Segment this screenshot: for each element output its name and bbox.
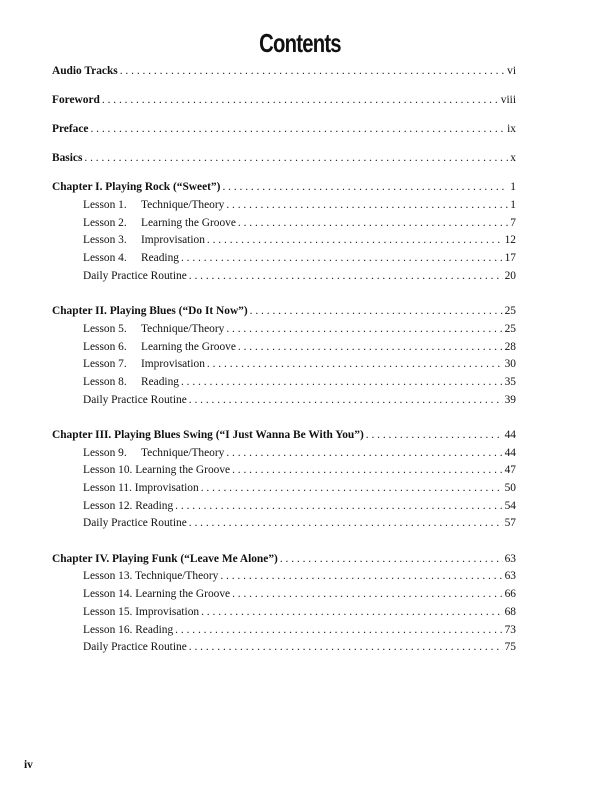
toc-lesson-entry bbox=[52, 515, 516, 533]
toc-entry-label bbox=[52, 427, 364, 445]
lesson-number: Lesson 5. bbox=[83, 322, 127, 335]
dot-leader bbox=[189, 639, 503, 657]
toc-entry-text: Daily Practice Routine bbox=[83, 269, 187, 282]
dot-leader bbox=[102, 92, 499, 110]
toc-page-number: 30 bbox=[504, 358, 516, 371]
dot-leader bbox=[226, 197, 508, 215]
lesson-number: Lesson 9. bbox=[83, 446, 127, 459]
toc-entry-text: Learning the Groove bbox=[141, 216, 236, 229]
toc-lesson-entry bbox=[52, 480, 516, 498]
toc-entry-text: Chapter IV. Playing Funk (“Leave Me Alone”) bbox=[52, 552, 278, 565]
toc-entry-label bbox=[83, 604, 199, 622]
lesson-number: Lesson 1. bbox=[83, 199, 127, 211]
toc-chapter-entry bbox=[52, 303, 516, 321]
lesson-number: Lesson 2. bbox=[83, 216, 127, 229]
dot-leader bbox=[120, 63, 505, 81]
toc-page-number: 17 bbox=[504, 252, 516, 265]
toc-lesson-entry bbox=[52, 356, 516, 374]
toc-entry-text: Lesson 13. Technique/Theory bbox=[83, 570, 219, 583]
toc-entry-text: Basics bbox=[52, 152, 83, 165]
toc-lesson-entry bbox=[52, 622, 516, 640]
toc-entry-text: Improvisation bbox=[141, 234, 205, 247]
toc-front-entry bbox=[52, 121, 516, 139]
toc-entry-label bbox=[83, 586, 230, 604]
toc-page-number: vi bbox=[507, 65, 516, 77]
toc-entry-text: Foreword bbox=[52, 94, 100, 107]
spacer bbox=[52, 139, 516, 150]
toc-entry-label bbox=[52, 150, 82, 168]
toc-page-number: 7 bbox=[510, 216, 516, 229]
toc-lesson-entry bbox=[52, 568, 516, 586]
toc-lesson-entry bbox=[52, 498, 516, 516]
toc-entry-text: Improvisation bbox=[141, 358, 205, 371]
toc-chapter-entry bbox=[52, 551, 516, 569]
toc-page-number: 47 bbox=[504, 464, 516, 477]
page-title: Contents bbox=[259, 28, 341, 58]
toc-entry-label bbox=[52, 92, 100, 110]
toc-entry-label bbox=[83, 392, 187, 410]
dot-leader bbox=[201, 604, 503, 622]
toc-front-entry bbox=[52, 63, 516, 81]
toc-entry-text: Chapter I. Playing Rock (“Sweet”) bbox=[52, 181, 221, 194]
spacer bbox=[52, 533, 516, 551]
toc-entry-text: Reading bbox=[141, 252, 179, 265]
lesson-number: Lesson 6. bbox=[83, 340, 127, 353]
toc-page-number: 75 bbox=[504, 641, 516, 654]
toc-entry-text: Audio Tracks bbox=[52, 65, 118, 77]
toc-page-number: 1 bbox=[510, 199, 516, 211]
dot-leader bbox=[226, 321, 502, 339]
toc-entry-label bbox=[83, 445, 224, 463]
toc-lesson-entry bbox=[52, 232, 516, 250]
dot-leader bbox=[226, 445, 502, 463]
toc-page-number: 39 bbox=[504, 393, 516, 406]
toc-entry-label bbox=[83, 215, 236, 233]
dot-leader bbox=[232, 586, 503, 604]
dot-leader bbox=[232, 462, 503, 480]
page-number: iv bbox=[24, 759, 33, 771]
toc-entry-text: Lesson 12. Reading bbox=[83, 499, 174, 512]
dot-leader bbox=[250, 303, 503, 321]
spacer bbox=[52, 110, 516, 121]
toc-page-number: 63 bbox=[504, 570, 516, 583]
dot-leader bbox=[238, 215, 508, 233]
toc-entry-label bbox=[83, 339, 236, 357]
toc-entry-label bbox=[83, 462, 230, 480]
toc-entry-label bbox=[52, 551, 278, 569]
toc-entry-text: Technique/Theory bbox=[141, 322, 225, 335]
toc-chapter-entry bbox=[52, 427, 516, 445]
toc-lesson-entry bbox=[52, 639, 516, 657]
toc-page-number: 68 bbox=[504, 605, 516, 618]
toc-page-number: 66 bbox=[504, 588, 516, 601]
toc-entry-text: Daily Practice Routine bbox=[83, 393, 187, 406]
table-of-contents bbox=[52, 63, 516, 657]
toc-lesson-entry bbox=[52, 197, 516, 215]
dot-leader bbox=[207, 356, 503, 374]
toc-page-number: 44 bbox=[504, 446, 516, 459]
spacer bbox=[52, 285, 516, 303]
toc-page-number: 1 bbox=[510, 181, 516, 194]
lesson-number: Lesson 7. bbox=[83, 358, 127, 371]
dot-leader bbox=[280, 551, 503, 569]
toc-page-number: 63 bbox=[504, 552, 516, 565]
toc-page-number: ix bbox=[507, 123, 516, 136]
toc-entry-label bbox=[52, 121, 88, 139]
toc-page-number: viii bbox=[500, 94, 516, 107]
toc-entry-text: Lesson 16. Reading bbox=[83, 623, 174, 636]
toc-lesson-entry bbox=[52, 586, 516, 604]
spacer bbox=[52, 81, 516, 92]
toc-lesson-entry bbox=[52, 462, 516, 480]
toc-lesson-entry bbox=[52, 392, 516, 410]
toc-lesson-entry bbox=[52, 374, 516, 392]
toc-page-number: 12 bbox=[504, 234, 516, 247]
dot-leader bbox=[181, 374, 503, 392]
dot-leader bbox=[84, 150, 508, 168]
toc-entry-label bbox=[83, 374, 179, 392]
spacer bbox=[52, 409, 516, 427]
dot-leader bbox=[90, 121, 505, 139]
toc-page-number: 50 bbox=[504, 482, 516, 494]
toc-page-number: 25 bbox=[504, 305, 516, 318]
dot-leader bbox=[175, 622, 502, 640]
toc-page-number: 73 bbox=[504, 623, 516, 636]
toc-lesson-entry bbox=[52, 604, 516, 622]
toc-entry-text: Daily Practice Routine bbox=[83, 641, 187, 654]
toc-entry-label bbox=[83, 622, 173, 640]
toc-entry-text: Technique/Theory bbox=[141, 446, 225, 459]
toc-page-number: 20 bbox=[504, 269, 516, 282]
dot-leader bbox=[207, 232, 503, 250]
toc-entry-text: Technique/Theory bbox=[141, 199, 225, 211]
toc-entry-text: Chapter II. Playing Blues (“Do It Now”) bbox=[52, 305, 248, 318]
toc-entry-label bbox=[83, 268, 187, 286]
toc-entry-text: Lesson 14. Learning the Groove bbox=[83, 588, 231, 601]
dot-leader bbox=[366, 427, 503, 445]
lesson-number: Lesson 3. bbox=[83, 234, 127, 247]
lesson-number: Lesson 4. bbox=[83, 252, 127, 265]
toc-front-entry bbox=[52, 92, 516, 110]
dot-leader bbox=[175, 498, 502, 516]
toc-page-number: x bbox=[510, 152, 516, 165]
toc-entry-text: Preface bbox=[52, 123, 89, 136]
toc-entry-text: Daily Practice Routine bbox=[83, 517, 187, 530]
toc-chapter-entry bbox=[52, 179, 516, 197]
toc-page-number: 57 bbox=[504, 517, 516, 530]
dot-leader bbox=[189, 268, 503, 286]
toc-entry-label bbox=[83, 480, 199, 498]
toc-entry-label bbox=[83, 321, 224, 339]
toc-entry-text: Reading bbox=[141, 375, 179, 388]
toc-lesson-entry bbox=[52, 250, 516, 268]
toc-front-entry bbox=[52, 150, 516, 168]
toc-lesson-entry bbox=[52, 445, 516, 463]
dot-leader bbox=[181, 250, 503, 268]
toc-lesson-entry bbox=[52, 268, 516, 286]
dot-leader bbox=[220, 568, 502, 586]
toc-entry-text: Learning the Groove bbox=[141, 340, 236, 353]
dot-leader bbox=[189, 515, 503, 533]
toc-lesson-entry bbox=[52, 321, 516, 339]
toc-page-number: 35 bbox=[504, 375, 516, 388]
dot-leader bbox=[201, 480, 503, 498]
toc-page-number: 25 bbox=[504, 322, 516, 335]
dot-leader bbox=[222, 179, 508, 197]
toc-entry-label bbox=[52, 63, 118, 81]
dot-leader bbox=[238, 339, 503, 357]
toc-entry-label bbox=[83, 639, 187, 657]
toc-page-number: 28 bbox=[504, 340, 516, 353]
toc-entry-text: Lesson 10. Learning the Groove bbox=[83, 464, 231, 477]
dot-leader bbox=[189, 392, 503, 410]
toc-entry-label bbox=[83, 498, 173, 516]
toc-lesson-entry bbox=[52, 339, 516, 357]
toc-page-number: 44 bbox=[504, 428, 516, 441]
toc-entry-label bbox=[83, 197, 224, 215]
toc-lesson-entry bbox=[52, 215, 516, 233]
toc-entry-text: Lesson 11. Improvisation bbox=[83, 482, 199, 494]
toc-entry-label bbox=[83, 515, 187, 533]
toc-page-number: 54 bbox=[504, 499, 516, 512]
toc-entry-label bbox=[83, 356, 205, 374]
toc-entry-label bbox=[83, 250, 179, 268]
toc-entry-label bbox=[83, 568, 218, 586]
toc-entry-label bbox=[52, 303, 248, 321]
spacer bbox=[52, 168, 516, 179]
toc-entry-label bbox=[83, 232, 205, 250]
lesson-number: Lesson 8. bbox=[83, 375, 127, 388]
toc-entry-text: Chapter III. Playing Blues Swing (“I Just Wanna Be With You”) bbox=[52, 428, 364, 441]
toc-entry-label bbox=[52, 179, 220, 197]
toc-entry-text: Lesson 15. Improvisation bbox=[83, 605, 200, 618]
